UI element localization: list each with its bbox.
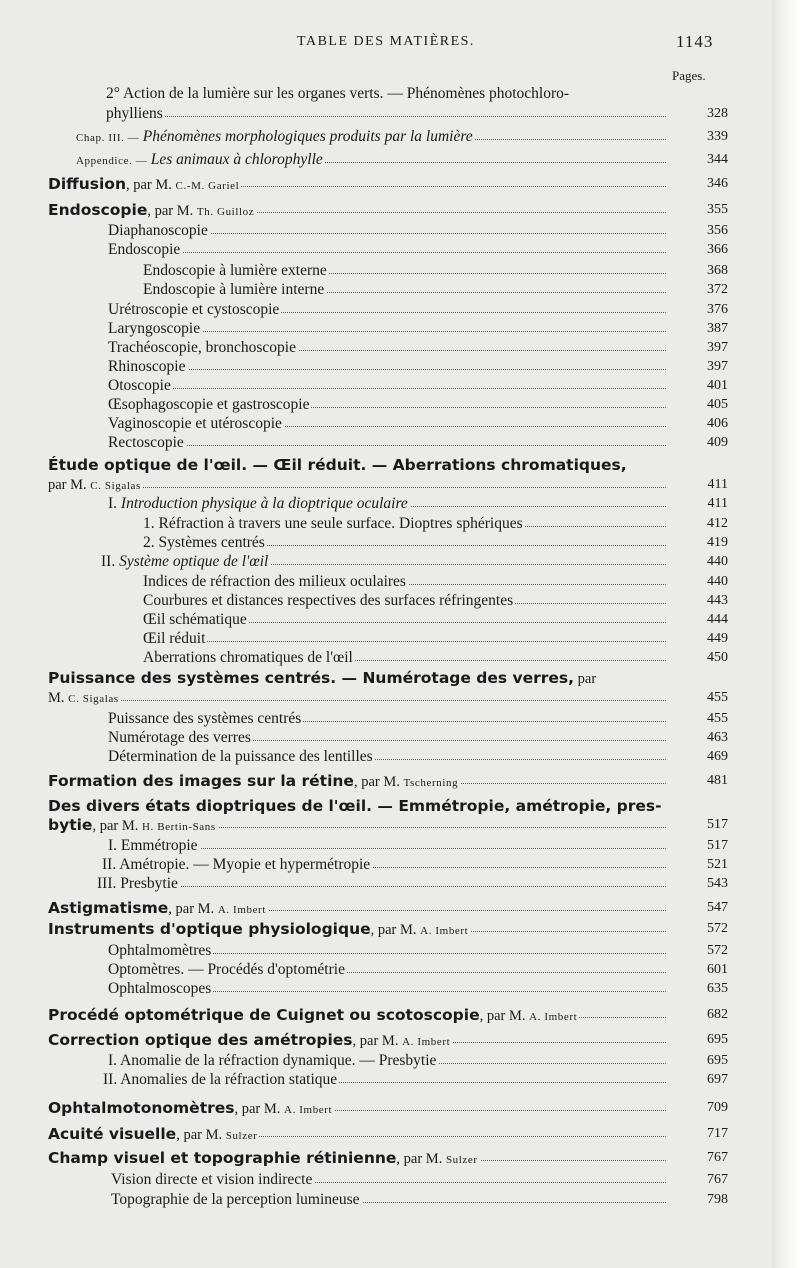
page-ref: 409 (707, 435, 728, 450)
entry-text: Astigmatisme, par M. A. Imbert (48, 898, 268, 920)
entry-title: Système optique de l'œil (119, 553, 269, 570)
page-ref: 376 (707, 302, 728, 317)
entry-text: Endoscopie à lumière externe (143, 262, 327, 279)
toc-line (0, 240, 772, 262)
page-ref: 695 (707, 1053, 728, 1068)
entry-text: Topographie de la perception lumineuse (111, 1191, 360, 1208)
entry-text: Œil schématique (143, 611, 247, 628)
page-ref: 463 (707, 730, 728, 745)
entry-text: Trachéoscopie, bronchoscopie (108, 339, 296, 356)
dot-leader (108, 445, 666, 446)
page-ref: 355 (707, 202, 728, 217)
entry-text: par M. C. Sigalas (48, 475, 143, 496)
author-name: C. Sigalas (90, 480, 141, 492)
toc-line (0, 815, 772, 837)
article-title: Procédé optométrique de Cuignet ou scotoscopie (48, 1006, 480, 1024)
author-name: A. Imbert (420, 925, 469, 937)
page-edge (772, 0, 800, 1268)
entry-text: Vision directe et vision indirecte (111, 1171, 313, 1188)
entry-text: Œil réduit (143, 630, 206, 647)
toc-line (0, 127, 772, 149)
author-name: A. Imbert (284, 1104, 333, 1116)
pages-column-label: Pages. (672, 68, 706, 83)
toc-line (0, 979, 772, 1001)
toc-line (0, 1148, 772, 1170)
entry-text: Œsophagoscopie et gastroscopie (108, 396, 310, 413)
entry-title: Phénomènes morphologiques produits par la lumière (142, 128, 473, 145)
author-name: Sulzer (225, 1130, 258, 1142)
toc-line (0, 174, 772, 196)
entry-text (76, 127, 475, 148)
page-ref: 406 (707, 416, 728, 431)
chapter-prefix: Chap. III. — (76, 132, 143, 144)
entry-text: Endoscopie, par M. Th. Guilloz (48, 200, 256, 222)
entry-text: Rhinoscopie (108, 358, 186, 375)
toc-line (0, 455, 772, 477)
entry-text: Champ visuel et topographie rétinienne, par M. Sulzer (48, 1148, 480, 1170)
article-title: Étude optique de l'œil. — Œil réduit. — Aberrations chromatiques, (48, 456, 627, 474)
toc-line (0, 433, 772, 455)
entry-text: Endoscopie (108, 241, 181, 258)
entry-text: 2. Systèmes centrés (143, 534, 265, 551)
page-ref: 401 (707, 378, 728, 393)
entry-text: I. Introduction physique à la dioptrique oculaire (108, 495, 408, 512)
toc-line (0, 84, 772, 106)
page-ref: 419 (707, 535, 728, 550)
entry-text: Puissance des systèmes centrés (108, 710, 302, 727)
page-ref: 444 (707, 612, 728, 627)
toc-line (0, 104, 772, 126)
entry-text: phylliens (106, 105, 163, 122)
page-ref: 450 (707, 650, 728, 665)
entry-text: Correction optique des amétropies, par M. A. Imbert (48, 1030, 452, 1052)
toc-line (0, 668, 772, 690)
page-ref: 368 (707, 263, 728, 278)
toc-line (0, 1070, 772, 1092)
article-title: Champ visuel et topographie rétinienne (48, 1149, 397, 1167)
article-title: Formation des images sur la rétine (48, 772, 354, 790)
author-name: Tscherning (403, 777, 459, 789)
toc-line (0, 771, 772, 793)
entry-text: Laryngoscopie (108, 320, 201, 337)
entry-text: Instruments d'optique physiologique, par M. A. Imbert (48, 919, 470, 941)
entry-text: II. Amétropie. — Myopie et hypermétropie (102, 856, 371, 873)
entry-text: I. Emmétropie (108, 837, 198, 854)
page-ref: 695 (707, 1032, 728, 1047)
toc-line (0, 648, 772, 670)
entry-text: Ophtalmomètres (108, 942, 212, 959)
page-ref: 521 (707, 857, 728, 872)
toc-line (0, 1030, 772, 1052)
entry-text: II. Système optique de l'œil (101, 553, 269, 570)
page-ref: 440 (707, 554, 728, 569)
dot-leader (143, 641, 666, 642)
appendix-prefix: Appendice. — (76, 155, 151, 167)
entry-text (76, 150, 325, 171)
page-ref: 328 (707, 106, 728, 121)
entry-text: 1. Réfraction à travers une seule surface. Dioptres sphériques (143, 515, 523, 532)
page-ref: 543 (707, 876, 728, 891)
entry-text: Détermination de la puissance des lentilles (108, 748, 373, 765)
toc-line (0, 688, 772, 710)
article-title: Instruments d'optique physiologique (48, 920, 371, 938)
entry-text: III. Presbytie (97, 875, 178, 892)
page-ref: 405 (707, 397, 728, 412)
entry-text: bytie, par M. H. Bertin-Sans (48, 815, 218, 837)
page-ref: 411 (707, 496, 728, 511)
page-ref: 397 (707, 359, 728, 374)
page-ref: 517 (707, 838, 728, 853)
page-ref: 443 (707, 593, 728, 608)
toc-line (0, 1170, 772, 1192)
dot-leader (48, 700, 666, 701)
page-ref: 469 (707, 749, 728, 764)
page-ref: 397 (707, 340, 728, 355)
page-ref: 682 (707, 1007, 728, 1022)
toc-line (0, 200, 772, 222)
page-ref: 412 (707, 516, 728, 531)
dot-leader (108, 369, 666, 370)
toc-line (0, 747, 772, 769)
toc-line (0, 1098, 772, 1120)
article-title: Endoscopie (48, 201, 148, 219)
entry-text: Courbures et distances respectives des surfaces réfringentes (143, 592, 514, 609)
entry-text: Rectoscopie (108, 434, 184, 451)
entry-text: Ophtalmoscopes (108, 980, 212, 997)
article-title: Des divers états dioptriques de l'œil. — Emmétropie, amétropie, pres- (48, 797, 662, 815)
entry-text: I. Anomalie de la réfraction dynamique. — Presbytie (108, 1052, 437, 1069)
page-ref: 709 (707, 1100, 728, 1115)
article-title: Correction optique des amétropies (48, 1031, 353, 1049)
page-ref: 411 (707, 477, 728, 492)
entry-title: Les animaux à chlorophylle (150, 151, 323, 168)
article-title: Diffusion (48, 175, 126, 193)
entry-text: Endoscopie à lumière interne (143, 281, 325, 298)
entry-title: Introduction physique à la dioptrique oculaire (120, 495, 408, 512)
page-ref: 798 (707, 1192, 728, 1207)
page-ref: 547 (707, 900, 728, 915)
entry-text: 2° Action de la lumière sur les organes verts. — Phénomènes photochloro- (106, 85, 570, 102)
page-ref: 717 (707, 1126, 728, 1141)
toc-line (0, 280, 772, 302)
page-ref: 767 (707, 1150, 728, 1165)
toc-line (0, 1005, 772, 1027)
author-name: Sulzer (445, 1154, 478, 1166)
page-ref: 601 (707, 962, 728, 977)
page-ref: 767 (707, 1172, 728, 1187)
toc-line (0, 874, 772, 896)
entry-text: Vaginoscopie et utéroscopie (108, 415, 282, 432)
entry-text (48, 796, 664, 817)
page-ref: 635 (707, 981, 728, 996)
dot-leader (108, 252, 666, 253)
page-ref: 455 (707, 690, 728, 705)
page-ref: 455 (707, 711, 728, 726)
page-number: 1143 (676, 32, 714, 51)
toc-line (0, 1190, 772, 1212)
dot-leader (97, 886, 666, 887)
page-ref: 449 (707, 631, 728, 646)
entry-text: Diffusion, par M. C.-M. Gariel (48, 174, 241, 196)
author-name: C.-M. Gariel (175, 180, 240, 192)
toc-line (0, 898, 772, 920)
entry-text: Procédé optométrique de Cuignet ou scotoscopie, par M. A. Imbert (48, 1005, 579, 1027)
entry-text (48, 455, 629, 476)
author-name: A. Imbert (529, 1011, 578, 1023)
entry-text: II. Anomalies de la réfraction statique (103, 1071, 338, 1088)
entry-text: Ophtalmotonomètres, par M. A. Imbert (48, 1098, 334, 1120)
page-ref: 346 (707, 176, 728, 191)
page-ref: 366 (707, 242, 728, 257)
toc-line (0, 1124, 772, 1146)
entry-text: Optomètres. — Procédés d'optométrie (108, 961, 345, 978)
dot-leader (106, 116, 666, 117)
page-ref: 697 (707, 1072, 728, 1087)
page-ref: 440 (707, 574, 728, 589)
page-ref: 339 (707, 129, 728, 144)
toc-line (0, 919, 772, 941)
entry-text: Urétroscopie et cystoscopie (108, 301, 280, 318)
article-title: Astigmatisme (48, 899, 169, 917)
running-title: TABLE DES MATIÈRES. (297, 34, 475, 49)
page-ref: 481 (707, 773, 728, 788)
page-ref: 572 (707, 921, 728, 936)
toc-line (0, 552, 772, 574)
page-ref: 344 (707, 152, 728, 167)
article-title: Puissance des systèmes centrés. — Numérotage des verres, (48, 669, 575, 687)
dot-leader (108, 388, 666, 389)
page-ref: 356 (707, 223, 728, 238)
author-name: C. Sigalas (68, 693, 119, 705)
entry-text: Indices de réfraction des milieux oculaires (143, 573, 406, 590)
article-title: bytie (48, 816, 93, 834)
toc-line (0, 150, 772, 172)
entry-text: M. C. Sigalas (48, 688, 121, 709)
page-ref: 372 (707, 282, 728, 297)
entry-text: Acuité visuelle, par M. Sulzer (48, 1124, 259, 1146)
entry-text: Aberrations chromatiques de l'œil (143, 649, 353, 666)
author-name: H. Bertin-Sans (141, 821, 216, 833)
author-name: A. Imbert (217, 904, 266, 916)
page-ref: 572 (707, 943, 728, 958)
article-title: Ophtalmotonomètres (48, 1099, 235, 1117)
page-ref: 387 (707, 321, 728, 336)
page-ref: 517 (707, 817, 728, 832)
entry-text: Formation des images sur la rétine, par M. Tscherning (48, 771, 460, 793)
article-title: Acuité visuelle (48, 1125, 177, 1143)
entry-text: Numérotage des verres (108, 729, 251, 746)
author-name: A. Imbert (402, 1036, 451, 1048)
entry-text: Otoscopie (108, 377, 171, 394)
entry-text: Puissance des systèmes centrés. — Numérotage des verres, par (48, 669, 597, 687)
entry-text: Diaphanoscopie (108, 222, 208, 239)
toc-line (0, 494, 772, 516)
author-name: Th. Guilloz (196, 206, 255, 218)
